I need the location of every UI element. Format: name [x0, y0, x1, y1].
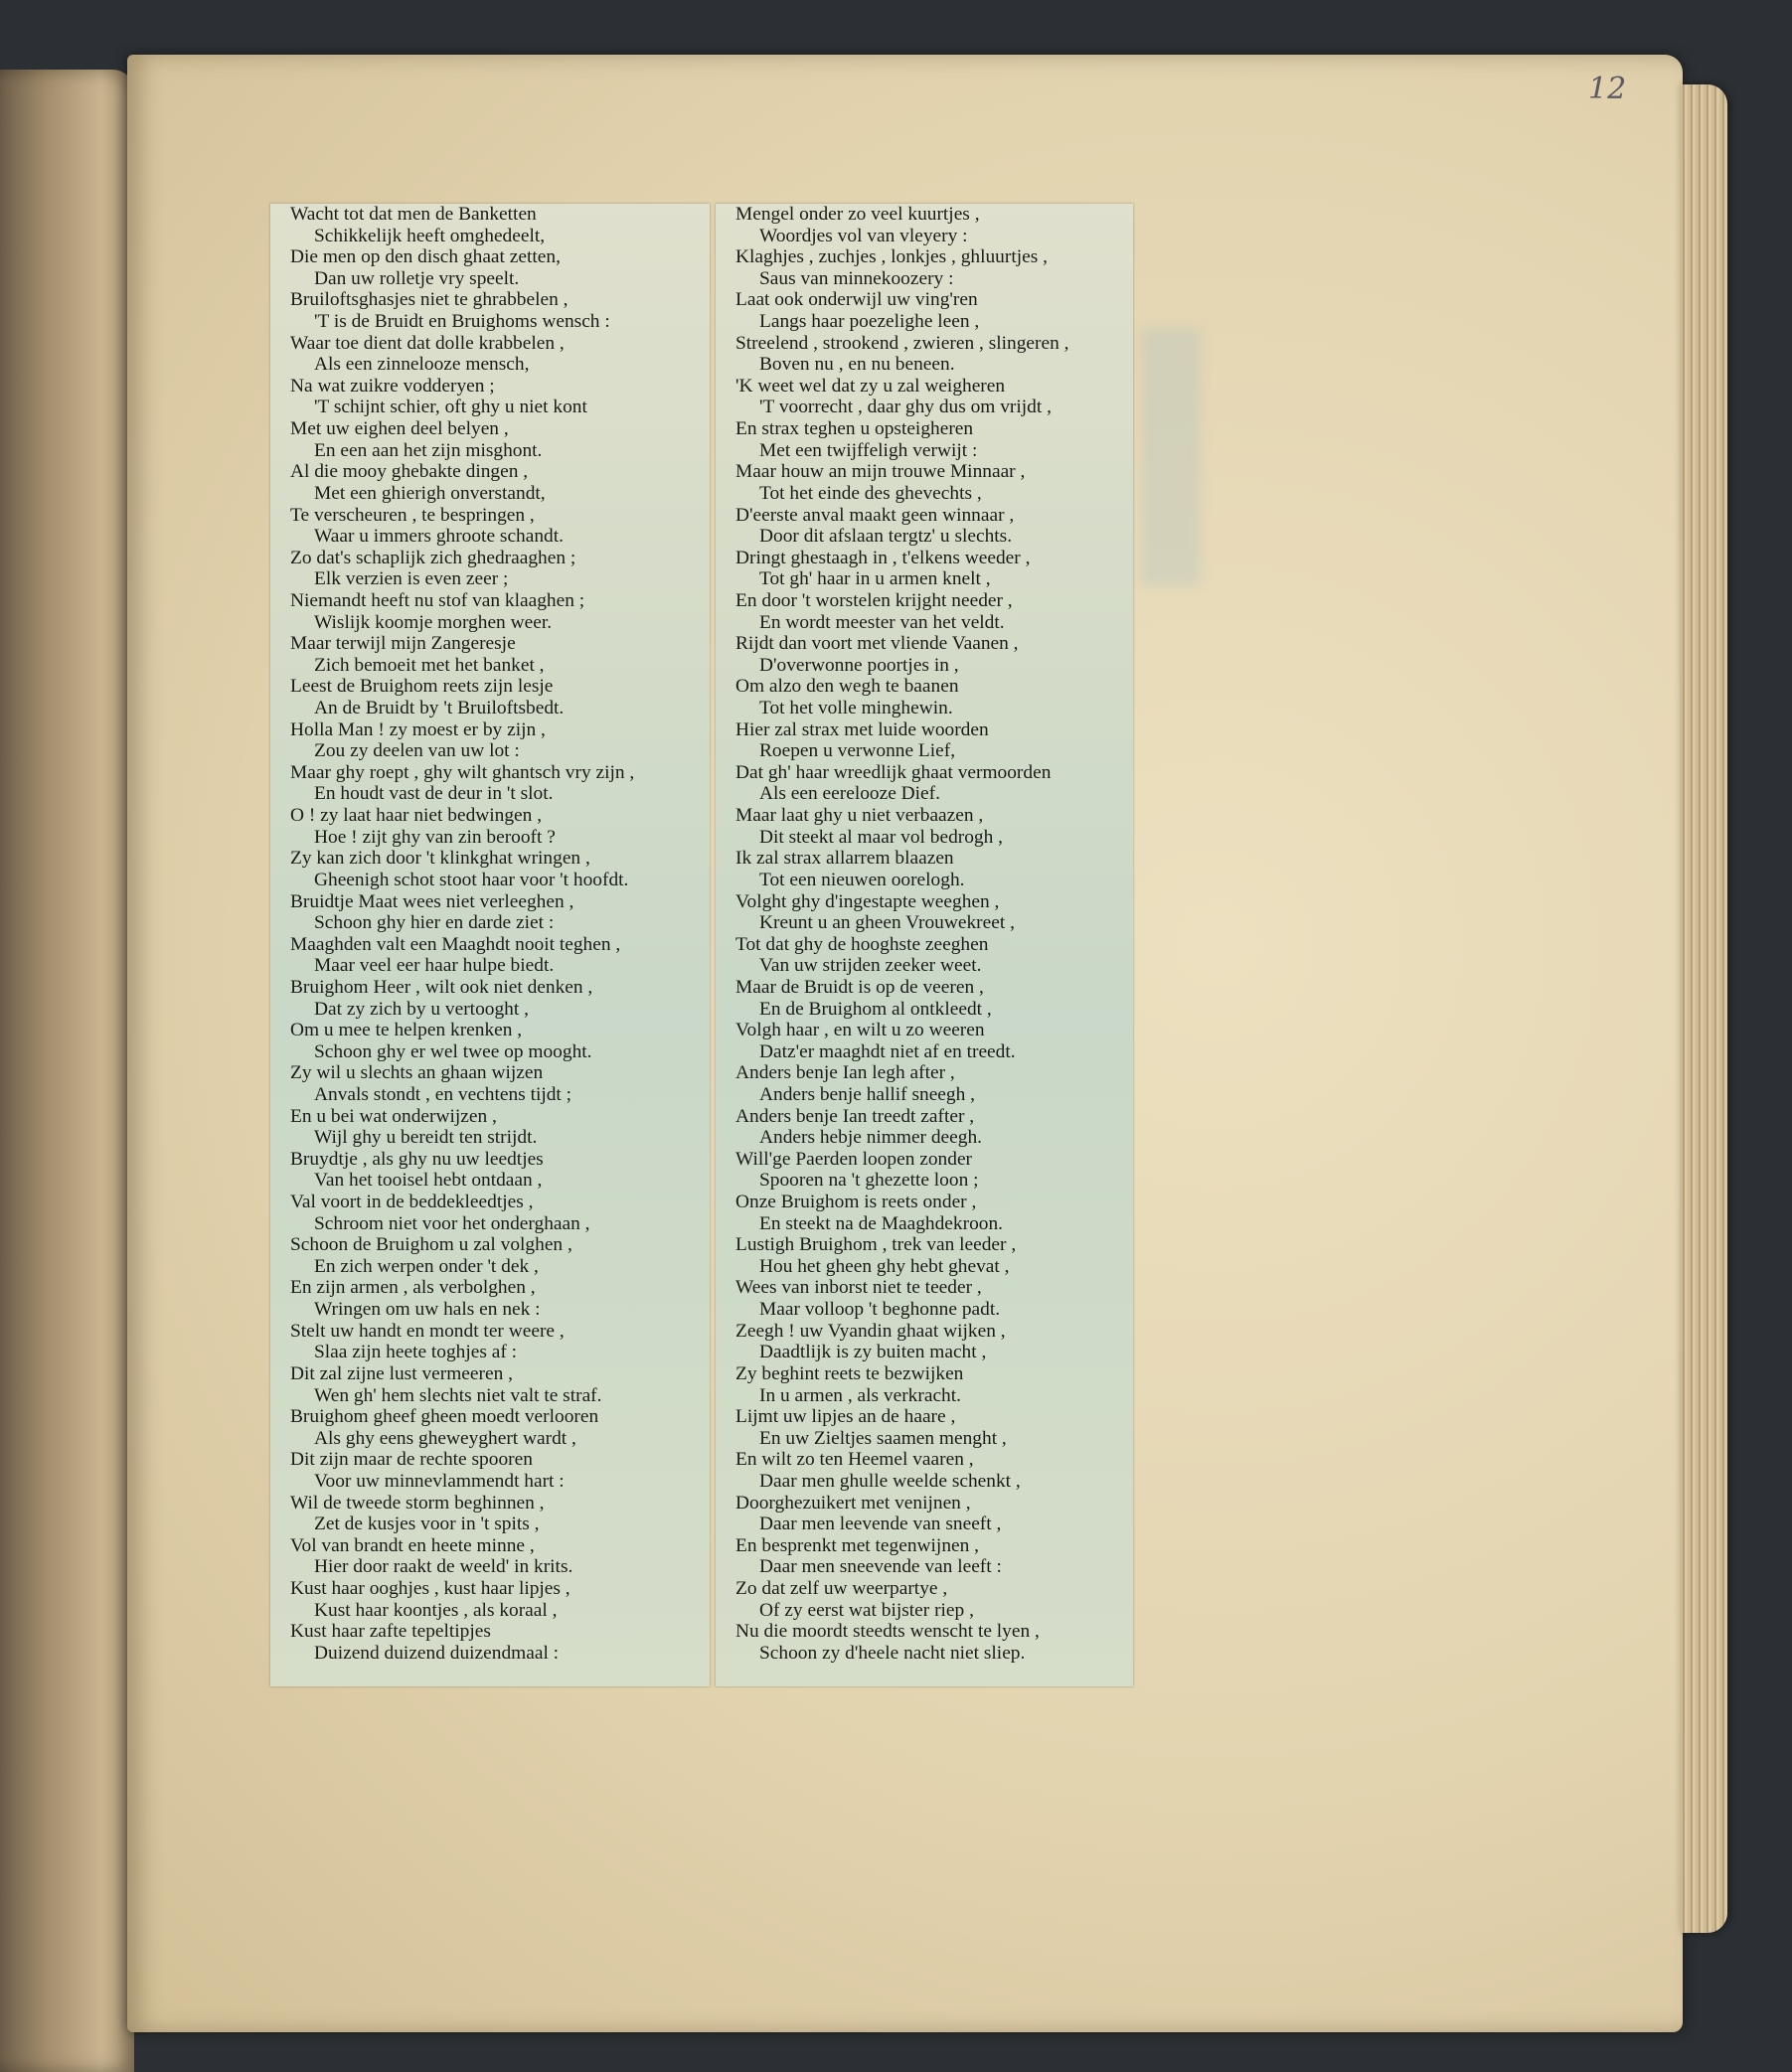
- verse-line: Maar houw an mijn trouwe Minnaar ,: [735, 461, 1026, 483]
- verse-line: Laat ook onderwijl uw ving'ren: [735, 289, 978, 311]
- verse-line: Leest de Bruighom reets zijn lesje: [290, 676, 554, 698]
- verse-line: En besprenkt met tegenwijnen ,: [735, 1534, 980, 1556]
- verse-line: 'K weet wel dat zy u zal weigheren: [735, 375, 1006, 397]
- verse-line: En u bei wat onderwijzen ,: [290, 1105, 497, 1127]
- verse-line: Met een twijffeligh verwijt :: [759, 439, 978, 461]
- verse-line: Van uw strijden zeeker weet.: [759, 955, 982, 977]
- verse-line: En houdt vast de deur in 't slot.: [314, 783, 554, 805]
- verse-line: Maar ghy roept , ghy wilt ghantsch vry zijn ,: [290, 761, 635, 783]
- verse-line: 'T voorrecht , daar ghy dus om vrijdt ,: [759, 397, 1052, 418]
- verse-line: Bruidtje Maat wees niet verleeghen ,: [290, 890, 574, 912]
- verse-line: Dit zal zijne lust vermeeren ,: [290, 1362, 513, 1384]
- verse-line: Tot dat ghy de hooghste zeeghen: [735, 933, 989, 955]
- verse-line: Zy wil u slechts an ghaan wijzen: [290, 1062, 544, 1084]
- verse-line: Roepen u verwonne Lief,: [759, 740, 956, 762]
- verse-line: En zijn armen , als verbolghen ,: [290, 1277, 536, 1299]
- verse-line: Maar volloop 't beghonne padt.: [759, 1299, 1001, 1321]
- verse-line: Zou zy deelen van uw lot :: [314, 740, 520, 762]
- verse-line: Met een ghierigh onverstandt,: [314, 482, 546, 504]
- verse-line: Holla Man ! zy moest er by zijn ,: [290, 718, 546, 740]
- verse-line: Streelend , strookend , zwieren , slingeren ,: [735, 332, 1069, 354]
- verse-line: En strax teghen u opsteigheren: [735, 418, 974, 440]
- verse-line: En een aan het zijn misghont.: [314, 439, 543, 461]
- verse-line: Zeegh ! uw Vyandin ghaat wijken ,: [735, 1320, 1006, 1342]
- verse-line: Duizend duizend duizendmaal :: [314, 1642, 560, 1664]
- verse-line: Wen gh' hem slechts niet valt te straf.: [314, 1384, 602, 1406]
- verse-line: Na wat zuikre vodderyen ;: [290, 375, 495, 397]
- verse-line: Zich bemoeit met het banket ,: [314, 654, 545, 676]
- verse-line: Wijl ghy u bereidt ten strijdt.: [314, 1127, 538, 1149]
- verse-line: Schoon zy d'heele nacht niet sliep.: [759, 1642, 1026, 1664]
- verse-line: Volgh haar , en wilt u zo weeren: [735, 1020, 985, 1041]
- verse-line: Anders benje Ian legh after ,: [735, 1062, 955, 1084]
- verse-line: Woordjes vol van vleyery :: [759, 225, 968, 246]
- verse-line: Rijdt dan voort met vliende Vaanen ,: [735, 633, 1019, 655]
- page-stack-edges: [1680, 84, 1727, 1933]
- page-number: 12: [1588, 72, 1627, 106]
- verse-line: Schikkelijk heeft omghedeelt,: [314, 225, 546, 246]
- verse-line: Volght ghy d'ingestapte weeghen ,: [735, 890, 1000, 912]
- verse-line: Saus van minnekoozery :: [759, 267, 954, 289]
- verse-line: D'overwonne poortjes in ,: [759, 654, 959, 676]
- verse-line: Voor uw minnevlammendt hart :: [314, 1470, 565, 1492]
- verse-line: Anders benje Ian treedt zafter ,: [735, 1105, 975, 1127]
- verse-line: Zy beghint reets te bezwijken: [735, 1362, 964, 1384]
- verse-line: Om u mee te helpen krenken ,: [290, 1020, 523, 1041]
- verse-line: Bruydtje , als ghy nu uw leedtjes: [290, 1148, 544, 1170]
- verse-line: Kust haar koontjes , als koraal ,: [314, 1599, 558, 1621]
- verse-line: Slaa zijn heete toghjes af :: [314, 1342, 518, 1363]
- verse-line: Dit zijn maar de rechte spooren: [290, 1449, 533, 1471]
- verse-line: En zich werpen onder 't dek ,: [314, 1255, 539, 1277]
- verse-line: Ik zal strax allarrem blaazen: [735, 848, 954, 870]
- verse-line: Met uw eighen deel belyen ,: [290, 418, 509, 440]
- verse-line: 'T is de Bruidt en Bruighoms wensch :: [314, 311, 610, 333]
- verse-line: Daar men ghulle weelde schenkt ,: [759, 1470, 1021, 1492]
- verse-line: Wil de tweede storm beghinnen ,: [290, 1492, 545, 1514]
- verse-line: Al die mooy ghebakte dingen ,: [290, 461, 529, 483]
- verse-line: Als ghy eens gheweyghert wardt ,: [314, 1427, 576, 1449]
- verse-line: Doorghezuikert met venijnen ,: [735, 1492, 971, 1514]
- verse-line: Spooren na 't ghezette loon ;: [759, 1170, 979, 1192]
- verse-line: Datz'er maaghdt niet af en treedt.: [759, 1040, 1016, 1062]
- verse-line: En wordt meester van het veldt.: [759, 611, 1005, 633]
- verse-line: Daadtlijk is zy buiten macht ,: [759, 1342, 987, 1363]
- verse-line: Maar terwijl mijn Zangeresje: [290, 633, 516, 655]
- verse-line: O ! zy laat haar niet bedwingen ,: [290, 805, 543, 827]
- verse-line: Kreunt u an gheen Vrouwekreet ,: [759, 912, 1015, 934]
- verse-line: Anders benje hallif sneegh ,: [759, 1083, 975, 1105]
- verse-line: An de Bruidt by 't Bruiloftsbedt.: [314, 698, 565, 719]
- verse-line: Vol van brandt en heete minne ,: [290, 1534, 535, 1556]
- verse-line: Boven nu , en nu beneen.: [759, 354, 955, 376]
- verse-line: Hier zal strax met luide woorden: [735, 718, 989, 740]
- verse-line: Hoe ! zijt ghy van zin berooft ?: [314, 826, 556, 848]
- verse-line: Zo dat's schaplijk zich ghedraaghen ;: [290, 547, 576, 568]
- verse-line: Wacht tot dat men de Banketten: [290, 204, 537, 225]
- verse-line: Waar toe dient dat dolle krabbelen ,: [290, 332, 565, 354]
- verse-line: Tot gh' haar in u armen knelt ,: [759, 568, 991, 590]
- verse-line: Te verscheuren , te bespringen ,: [290, 504, 535, 526]
- verse-line: Schoon de Bruighom u zal volghen ,: [290, 1234, 572, 1256]
- verse-line: Hier door raakt de weeld' in krits.: [314, 1556, 573, 1578]
- verse-line: En steekt na de Maaghdekroon.: [759, 1212, 1003, 1234]
- poem-column-right: [735, 204, 1068, 1664]
- verse-line: Langs haar poezelighe leen ,: [759, 311, 980, 333]
- verse-line: Door dit afslaan tergtz' u slechts.: [759, 526, 1013, 548]
- verse-line: Maaghden valt een Maaghdt nooit teghen ,: [290, 933, 621, 955]
- verse-line: En wilt zo ten Heemel vaaren ,: [735, 1449, 974, 1471]
- verse-line: Of zy eerst wat bijster riep ,: [759, 1599, 974, 1621]
- verse-line: Schoon ghy er wel twee op mooght.: [314, 1040, 592, 1062]
- poem-column-left: [290, 204, 634, 1664]
- verse-line: Maar de Bruidt is op de veeren ,: [735, 976, 984, 998]
- verse-line: Maar laat ghy u niet verbaazen ,: [735, 805, 984, 827]
- left-page-edge: [0, 70, 134, 2072]
- verse-line: Zy kan zich door 't klinkghat wringen ,: [290, 848, 590, 870]
- verse-line: Wringen om uw hals en nek :: [314, 1299, 541, 1321]
- verse-line: Dan uw rolletje vry speelt.: [314, 267, 520, 289]
- verse-line: Nu die moordt steedts wenscht te lyen ,: [735, 1621, 1040, 1643]
- verse-line: En uw Zieltjes saamen menght ,: [759, 1427, 1007, 1449]
- verse-line: Die men op den disch ghaat zetten,: [290, 246, 561, 268]
- verse-line: Lijmt uw lipjes an de haare ,: [735, 1406, 956, 1428]
- verse-line: Dringt ghestaagh in , t'elkens weeder ,: [735, 547, 1031, 568]
- verse-line: Waar u immers ghroote schandt.: [314, 526, 564, 548]
- verse-line: Van het tooisel hebt ontdaan ,: [314, 1170, 543, 1192]
- verse-line: Dat zy zich by u vertooght ,: [314, 998, 529, 1020]
- verse-line: Elk verzien is even zeer ;: [314, 568, 509, 590]
- verse-line: Kust haar ooghjes , kust haar lipjes ,: [290, 1578, 570, 1599]
- verse-line: Hou het gheen ghy hebt ghevat ,: [759, 1255, 1010, 1277]
- verse-line: En de Bruighom al ontkleedt ,: [759, 998, 992, 1020]
- verse-line: Bruighom gheef gheen moedt verlooren: [290, 1406, 599, 1428]
- verse-line: 'T schijnt schier, oft ghy u niet kont: [314, 397, 587, 418]
- verse-line: Will'ge Paerden loopen zonder: [735, 1148, 973, 1170]
- verse-line: Stelt uw handt en mondt ter weere ,: [290, 1320, 565, 1342]
- verse-line: Tot het volle minghewin.: [759, 698, 953, 719]
- verse-line: Wislijk koomje morghen weer.: [314, 611, 553, 633]
- verse-line: Schroom niet voor het onderghaan ,: [314, 1212, 590, 1234]
- verse-line: Wees van inborst niet te teeder ,: [735, 1277, 982, 1299]
- verse-line: Als een eerelooze Dief.: [759, 783, 940, 805]
- verse-line: En door 't worstelen krijght needer ,: [735, 589, 1013, 611]
- verse-line: Tot een nieuwen oorelogh.: [759, 869, 965, 890]
- verse-line: In u armen , als verkracht.: [759, 1384, 961, 1406]
- verse-line: Maar veel eer haar hulpe biedt.: [314, 955, 555, 977]
- verse-line: Anders hebje nimmer deegh.: [759, 1127, 982, 1149]
- verse-line: Niemandt heeft nu stof van klaaghen ;: [290, 589, 585, 611]
- verse-line: Lustigh Bruighom , trek van leeder ,: [735, 1234, 1017, 1256]
- verse-line: Tot het einde des ghevechts ,: [759, 482, 982, 504]
- verse-line: Dat gh' haar wreedlijk ghaat vermoorden: [735, 761, 1052, 783]
- verse-line: Schoon ghy hier en darde ziet :: [314, 912, 555, 934]
- verse-line: Gheenigh schot stoot haar voor 't hoofdt.: [314, 869, 629, 890]
- verse-line: Anvals stondt , en vechtens tijdt ;: [314, 1083, 572, 1105]
- verse-line: Daar men leevende van sneeft ,: [759, 1514, 1002, 1535]
- verse-line: Om alzo den wegh te baanen: [735, 676, 959, 698]
- verse-line: Kust haar zafte tepeltipjes: [290, 1621, 491, 1643]
- verse-line: D'eerste anval maakt geen winnaar ,: [735, 504, 1015, 526]
- verse-line: Dit steekt al maar vol bedrogh ,: [759, 826, 1004, 848]
- verse-line: Als een zinnelooze mensch,: [314, 354, 530, 376]
- verse-line: Zo dat zelf uw weerpartye ,: [735, 1578, 948, 1599]
- verse-line: Bruiloftsghasjes niet te ghrabbelen ,: [290, 289, 569, 311]
- verse-line: Daar men sneevende van leeft :: [759, 1556, 1002, 1578]
- verse-line: Mengel onder zo veel kuurtjes ,: [735, 204, 980, 225]
- verse-line: Onze Bruighom is reets onder ,: [735, 1192, 977, 1213]
- verse-line: Bruighom Heer , wilt ook niet denken ,: [290, 976, 593, 998]
- verse-line: Val voort in de beddekleedtjes ,: [290, 1192, 534, 1213]
- show-through-stain: [1141, 328, 1201, 586]
- verse-line: Klaghjes , zuchjes , lonkjes , ghluurtjes ,: [735, 246, 1048, 268]
- verse-line: Zet de kusjes voor in 't spits ,: [314, 1514, 540, 1535]
